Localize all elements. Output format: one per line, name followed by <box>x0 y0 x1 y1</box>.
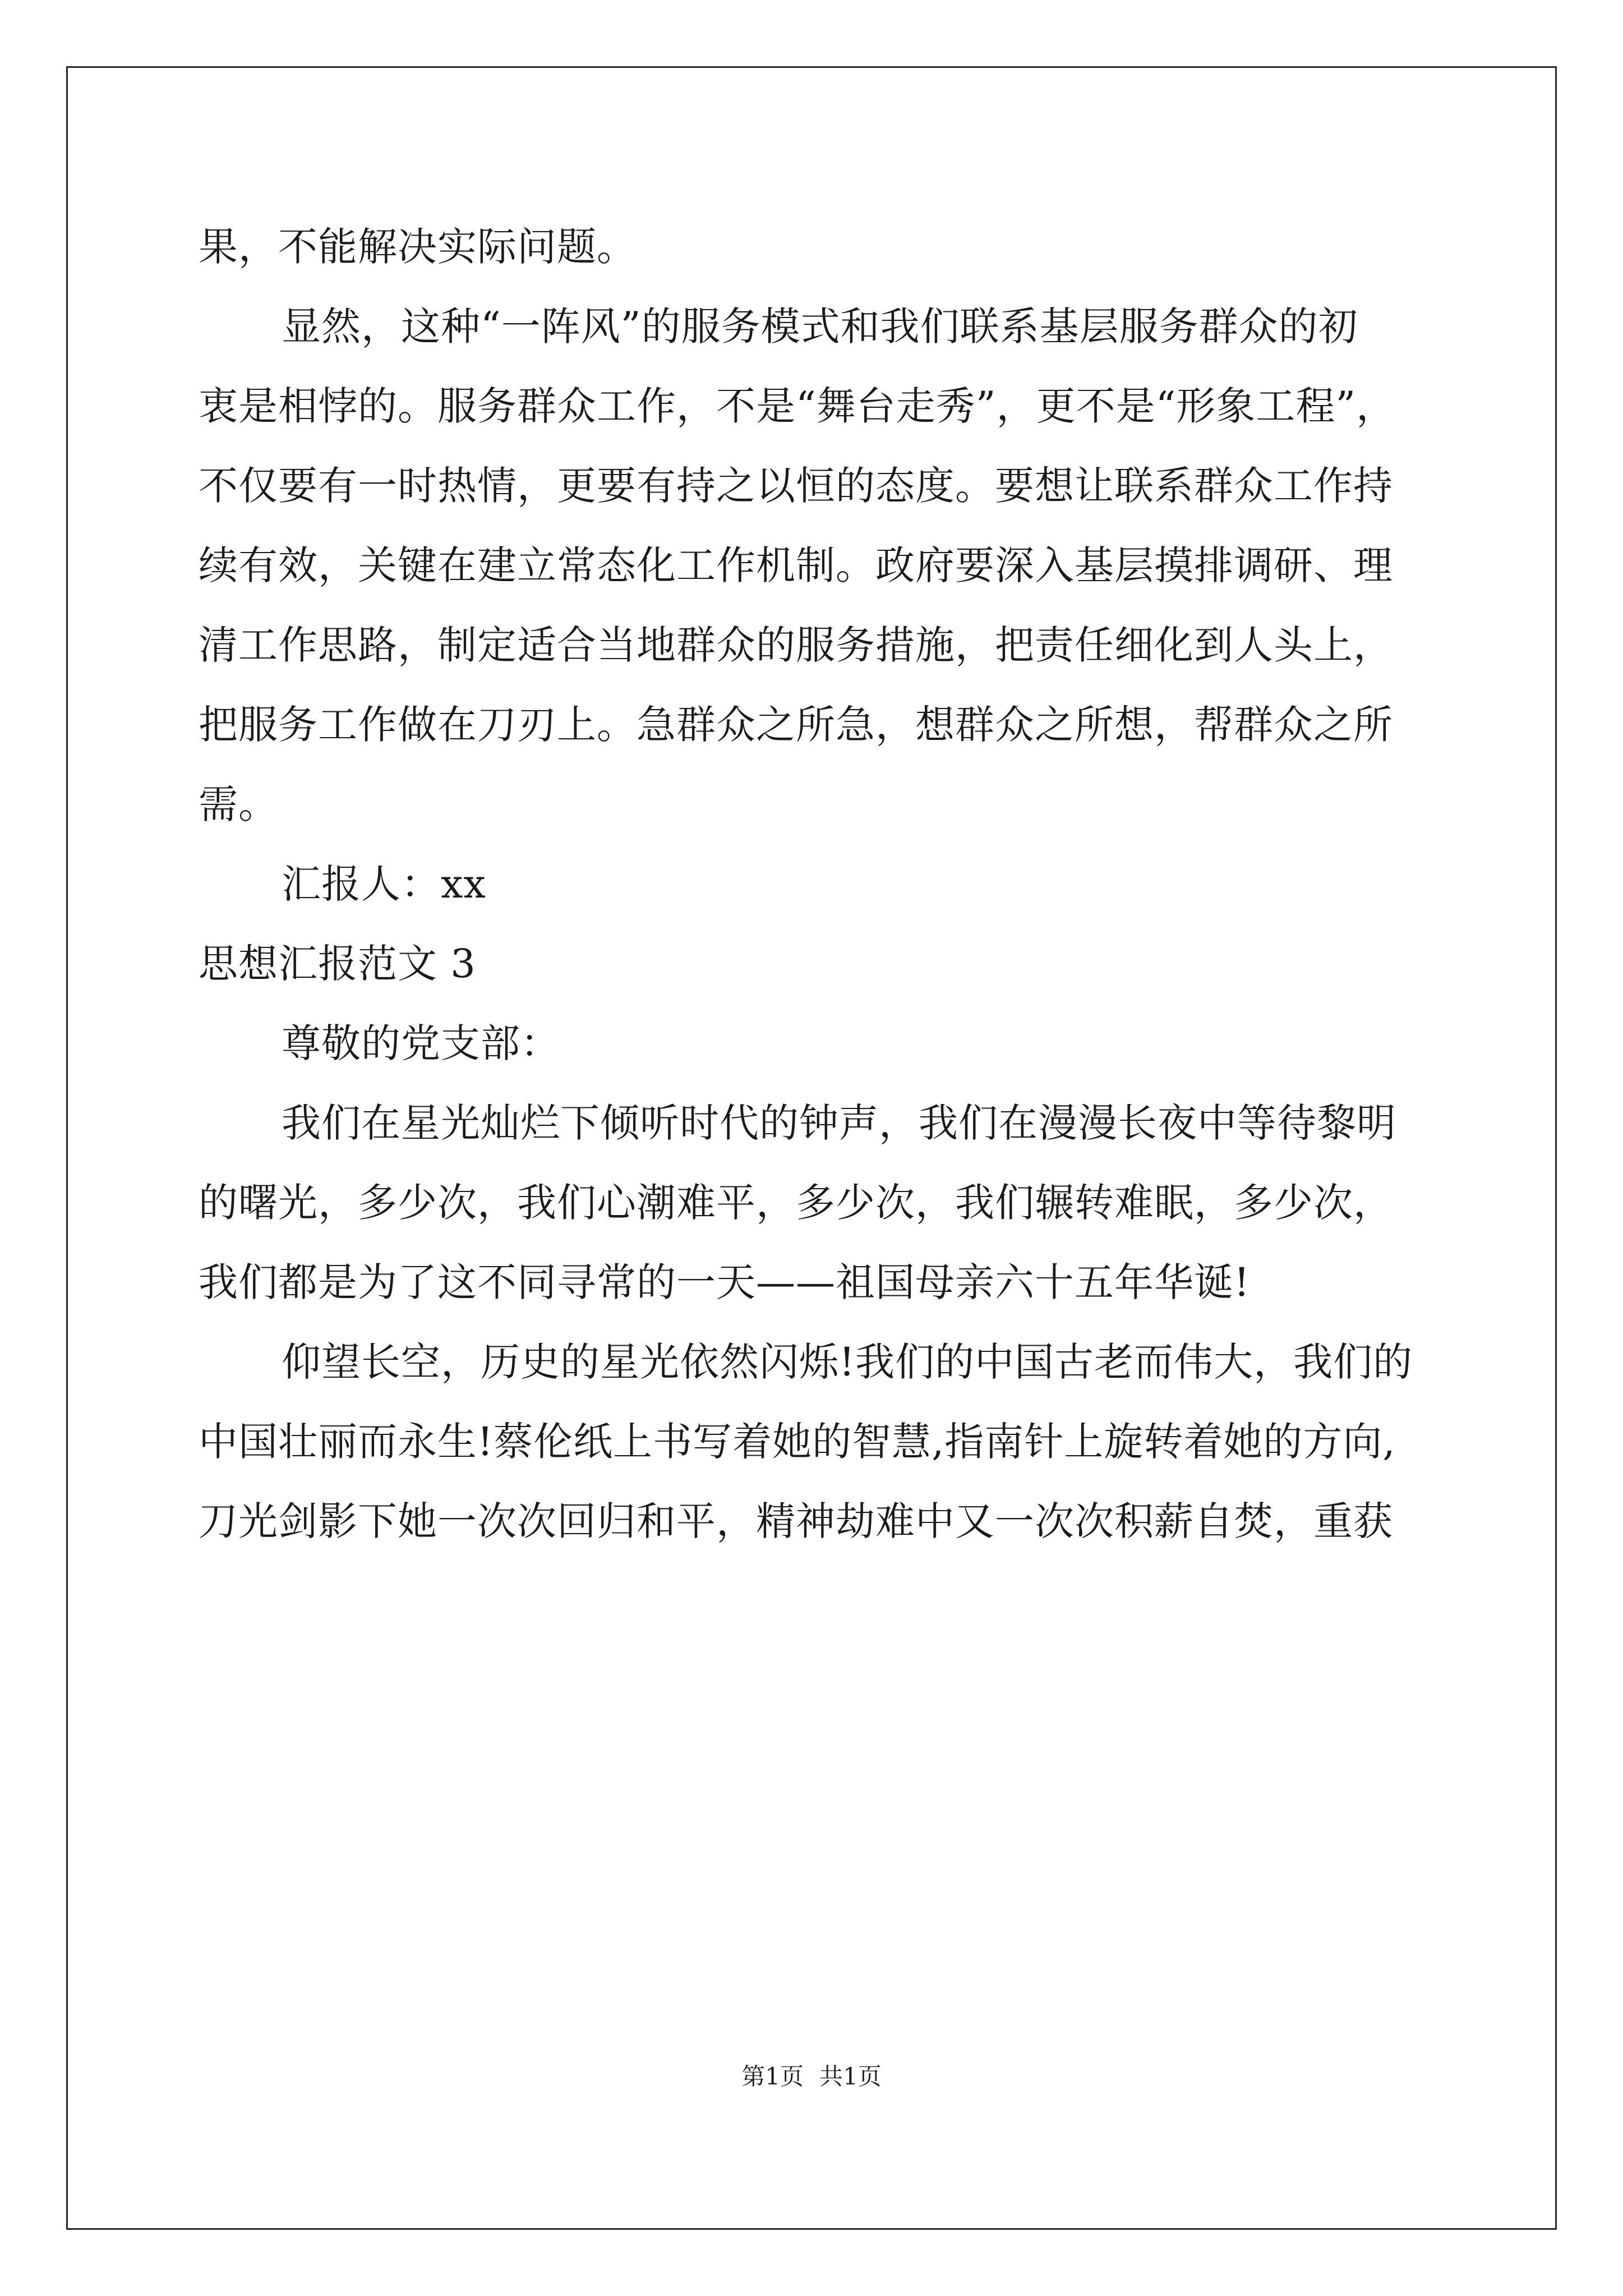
paragraph-line: 我们在星光灿烂下倾听时代的钟声，我们在漫漫长夜中等待黎明 <box>282 1100 1396 1146</box>
page-number: 第1页 <box>741 2063 804 2090</box>
paragraph-line: 果，不能解决实际问题。 <box>199 224 637 270</box>
salutation: 尊敬的党支部： <box>282 1020 560 1066</box>
page-total: 共1页 <box>819 2063 882 2090</box>
paragraph-line: 的曙光，多少次，我们心潮难平，多少次，我们辗转难眠，多少次， <box>199 1180 1393 1226</box>
paragraph-line: 我们都是为了这不同寻常的一天——祖国母亲六十五年华诞! <box>199 1259 1251 1305</box>
paragraph-line: 刀光剑影下她一次次回归和平，精神劫难中又一次次积薪自焚，重获 <box>199 1498 1393 1544</box>
paragraph-line: 显然，这种“一阵风”的服务模式和我们联系基层服务群众的初 <box>282 303 1358 349</box>
paragraph-line: 中国壮丽而永生!蔡伦纸上书写着她的智慧,指南针上旋转着她的方向, <box>199 1419 1396 1465</box>
section-heading: 思想汇报范文 3 <box>199 941 476 987</box>
paragraph-line: 不仅要有一时热情，更要有持之以恒的态度。要想让联系群众工作持 <box>199 463 1393 509</box>
page-footer <box>0 2060 1623 2093</box>
paragraph-line: 续有效，关键在建立常态化工作机制。政府要深入基层摸排调研、理 <box>199 542 1393 588</box>
paragraph-line: 衷是相悖的。服务群众工作，不是“舞台走秀”，更不是“形象工程”， <box>199 383 1396 429</box>
reporter-line: 汇报人：xx <box>282 861 486 907</box>
paragraph-line: 把服务工作做在刀刃上。急群众之所急，想群众之所想，帮群众之所 <box>199 702 1393 748</box>
paragraph-line: 仰望长空，历史的星光依然闪烁!我们的中国古老而伟大，我们的 <box>282 1339 1413 1385</box>
paragraph-line: 需。 <box>199 781 278 827</box>
paragraph-line: 清工作思路，制定适合当地群众的服务措施，把责任细化到人头上， <box>199 622 1393 668</box>
